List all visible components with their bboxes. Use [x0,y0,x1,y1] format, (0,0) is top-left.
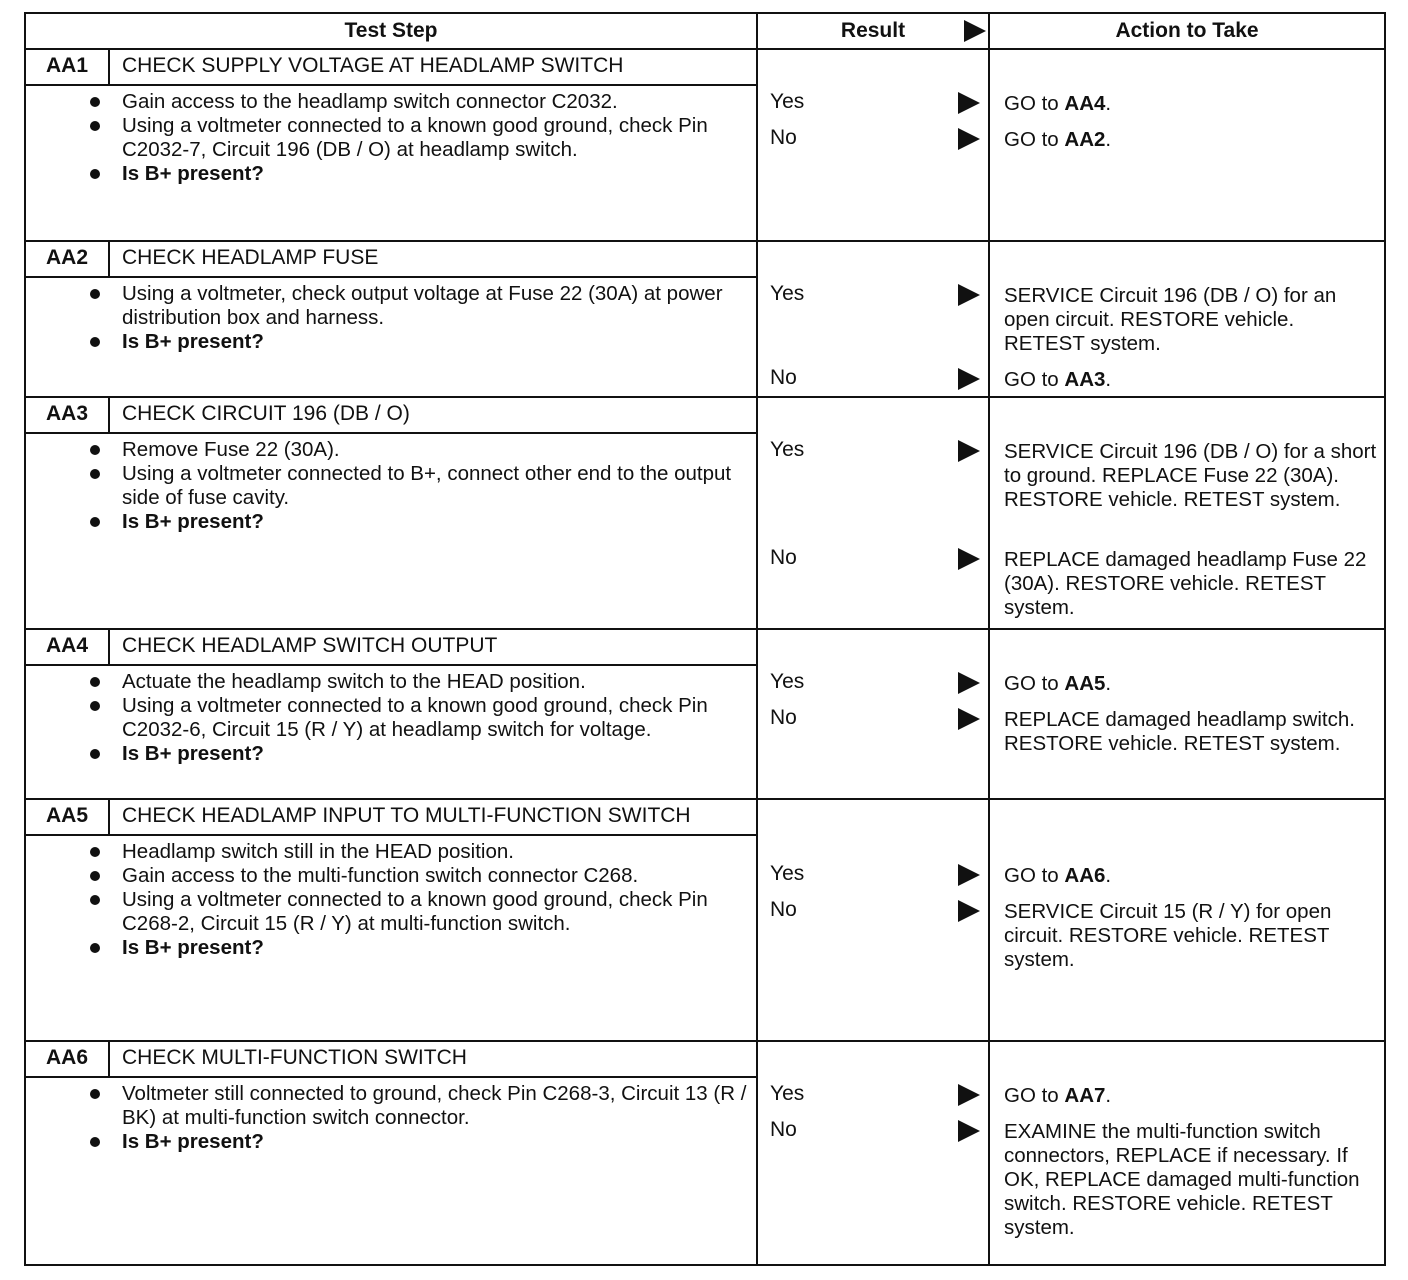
instruction-item: Actuate the headlamp switch to the HEAD position. [122,670,756,694]
result-no: No [770,126,986,154]
step-question: Is B+ present? [122,510,756,534]
arrow-right-icon [958,1120,980,1142]
result-yes: Yes [770,862,986,890]
instruction-item: Headlamp switch still in the HEAD position. [122,840,756,864]
result-yes: Yes [770,670,986,698]
step-question: Is B+ present? [122,742,756,766]
step-instructions [26,86,756,192]
instruction-item: Using a voltmeter connected to a known good ground, check Pin C268-2, Circuit 15 (R / Y) at multi-function switch. [122,888,756,936]
test-step-row [26,242,1384,398]
test-step-row [26,800,1384,1042]
step-instructions [26,278,756,360]
step-title: CHECK CIRCUIT 196 (DB / O) [122,402,410,425]
step-question: Is B+ present? [122,162,756,186]
table-header [26,14,1384,50]
action-no: EXAMINE the multi-function switch connectors, REPLACE if necessary. If OK, REPLACE damaged multi-function switch. RESTORE vehicle. RETEST system. [1004,1120,1360,1239]
arrow-right-icon [958,128,980,150]
step-question: Is B+ present? [122,330,756,354]
result-yes: Yes [770,438,986,466]
step-id: AA5 [26,800,110,834]
arrow-right-icon [958,368,980,390]
arrow-right-icon [958,92,980,114]
test-step-row [26,630,1384,800]
step-title: CHECK HEADLAMP SWITCH OUTPUT [122,634,498,657]
result-no: No [770,898,986,926]
instruction-item: Remove Fuse 22 (30A). [122,438,756,462]
action-yes: GO to AA7. [1004,1084,1112,1107]
action-yes: GO to AA5. [1004,672,1112,695]
action-no: GO to AA3. [1004,368,1112,391]
arrow-right-icon [964,20,986,42]
result-no: No [770,366,986,394]
step-title: CHECK HEADLAMP INPUT TO MULTI-FUNCTION SWITCH [122,804,691,827]
arrow-right-icon [958,708,980,730]
step-id: AA4 [26,630,110,664]
instruction-item: Gain access to the headlamp switch connector C2032. [122,90,756,114]
instruction-item: Gain access to the multi-function switch connector C268. [122,864,756,888]
arrow-right-icon [958,284,980,306]
diagnostic-table [24,12,1386,1266]
action-yes: SERVICE Circuit 196 (DB / O) for an open circuit. RESTORE vehicle. RETEST system. [1004,284,1337,355]
action-no: SERVICE Circuit 15 (R / Y) for open circuit. RESTORE vehicle. RETEST system. [1004,900,1332,971]
arrow-right-icon [958,1084,980,1106]
step-title: CHECK HEADLAMP FUSE [122,246,379,269]
result-yes: Yes [770,1082,986,1110]
header-action: Action to Take [1115,19,1259,42]
action-no: GO to AA2. [1004,128,1112,151]
test-step-row [26,50,1384,242]
arrow-right-icon [958,548,980,570]
header-result [758,14,990,48]
header-test-step: Test Step [26,14,758,48]
step-id: AA1 [26,50,110,84]
step-question: Is B+ present? [122,1130,756,1154]
action-yes: GO to AA4. [1004,92,1112,115]
result-yes: Yes [770,90,986,118]
instruction-item: Using a voltmeter connected to a known good ground, check Pin C2032-6, Circuit 15 (R / Y) at headlamp switch for voltage. [122,694,756,742]
arrow-right-icon [958,864,980,886]
arrow-right-icon [958,672,980,694]
step-id: AA6 [26,1042,110,1076]
test-step-row [26,1042,1384,1264]
arrow-right-icon [958,440,980,462]
arrow-right-icon [958,900,980,922]
instruction-item: Using a voltmeter connected to B+, connect other end to the output side of fuse cavity. [122,462,756,510]
step-instructions [26,666,756,772]
action-yes: GO to AA6. [1004,864,1112,887]
step-instructions [26,1078,756,1160]
action-no: REPLACE damaged headlamp switch. RESTORE vehicle. RETEST system. [1004,708,1355,755]
action-no: REPLACE damaged headlamp Fuse 22 (30A). RESTORE vehicle. RETEST system. [1004,548,1367,619]
result-no: No [770,706,986,734]
result-yes: Yes [770,282,986,310]
step-id: AA3 [26,398,110,432]
instruction-item: Voltmeter still connected to ground, check Pin C268-3, Circuit 13 (R / BK) at multi-function switch connector. [122,1082,756,1130]
instruction-item: Using a voltmeter, check output voltage at Fuse 22 (30A) at power distribution box and harness. [122,282,756,330]
step-instructions [26,434,756,540]
step-title: CHECK SUPPLY VOLTAGE AT HEADLAMP SWITCH [122,54,624,77]
step-title: CHECK MULTI-FUNCTION SWITCH [122,1046,467,1069]
result-no: No [770,546,986,574]
step-id: AA2 [26,242,110,276]
step-instructions [26,836,756,966]
result-no: No [770,1118,986,1146]
header-result-label: Result [840,19,906,42]
action-yes: SERVICE Circuit 196 (DB / O) for a short to ground. REPLACE Fuse 22 (30A). RESTORE vehicle. RETEST system. [1004,440,1377,511]
instruction-item: Using a voltmeter connected to a known good ground, check Pin C2032-7, Circuit 196 (DB / O) at headlamp switch. [122,114,756,162]
test-step-row [26,398,1384,630]
step-question: Is B+ present? [122,936,756,960]
